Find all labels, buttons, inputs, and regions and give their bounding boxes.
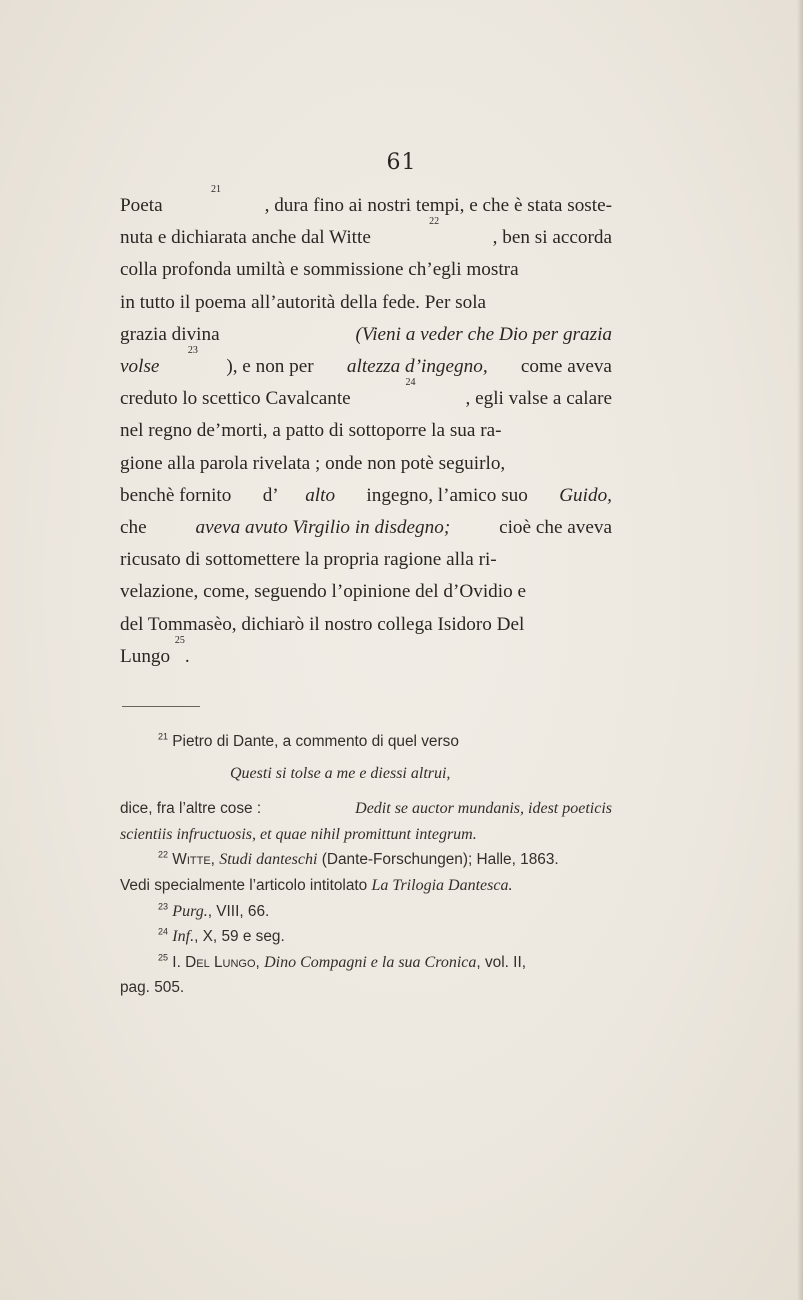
page-number: 61 [386, 150, 417, 175]
footnotes [120, 729, 612, 1001]
main-text [120, 184, 612, 673]
text-line: Lungo 25 . [120, 641, 612, 673]
footnote-21: $^{21}$ Pietro di Dante, a commento di quel verso [158, 731, 459, 750]
text-line: velazione, come, seguendo l’opinione del d’Ovidio e [120, 581, 527, 603]
text-line: nel regno de’morti, a patto di sottoporre la sua ra- [120, 420, 502, 442]
footnote-21-continuation: dice, fra l’altre cose : Dedit se auctor mundanis, idest poeticis [120, 800, 612, 818]
footnote-23: $^{23}$ Purg., VIII, 66. [158, 901, 270, 920]
footnote-24: $^{24}$ Inf., X, 59 e seg. [158, 926, 285, 946]
footnote-ref-24: 24 [405, 377, 416, 389]
text-line: benchè fornito d’ alto ingegno, l’amico suo Guido, [120, 484, 612, 506]
footnote-divider [122, 706, 200, 707]
text-line: in tutto il poema all’autorità della fede. Per sola [120, 291, 487, 313]
footnote-ref-22: 22 [429, 216, 440, 228]
text-line: ricusato di sottomettere la propria ragione alla ri- [120, 549, 497, 571]
footnote-22: $^{22}$ Witte, Studi danteschi (Dante-Forschungen); Halle, 1863. [158, 850, 559, 869]
dante-quote: (Vieni a veder che Dio per grazia [355, 323, 612, 345]
footnote-ref-23: 23 [187, 345, 198, 357]
footnote-25-continuation: pag. 505. [120, 979, 185, 997]
page-edge-shadow [797, 0, 803, 1300]
text-line: del Tommasèo, dichiarò il nostro collega Isidoro Del [120, 613, 525, 635]
text-line: nuta e dichiarata anche dal Witte 22 , ben si accorda [120, 222, 612, 254]
text-line: volse 23 ), e non per altezza d’ingegno, come aveva [120, 351, 612, 383]
text-line: che aveva avuto Virgilio in disdegno; cioè che aveva [120, 517, 612, 539]
footnote-22-continuation: Vedi specialmente l’articolo intitolato La Trilogia Dantesca. [120, 876, 513, 894]
footnote-ref-25: 25 [174, 634, 185, 646]
footnote-25: $^{25}$ I. Del Lungo, Dino Compagni e la sua Cronica, vol. II, [158, 952, 526, 971]
text-line: gione alla parola rivelata ; onde non potè seguirlo, [120, 452, 506, 474]
footnote-21-continuation: scientiis infructuosis, et quae nihil promittunt integrum. [120, 825, 477, 843]
text-line: creduto lo scettico Cavalcante 24 , egli valse a calare [120, 383, 612, 415]
footnote-21-quote: Questi si tolse a me e diessi altrui, [230, 764, 451, 782]
text-line: colla profonda umiltà e sommissione ch’egli mostra [120, 259, 519, 281]
footnote-ref-21: 21 [211, 184, 222, 195]
text-line: Poeta 21 , dura fino ai nostri tempi, e che è stata soste- [120, 190, 612, 222]
text-line: grazia divina (Vieni a veder che Dio per grazia [120, 319, 612, 351]
